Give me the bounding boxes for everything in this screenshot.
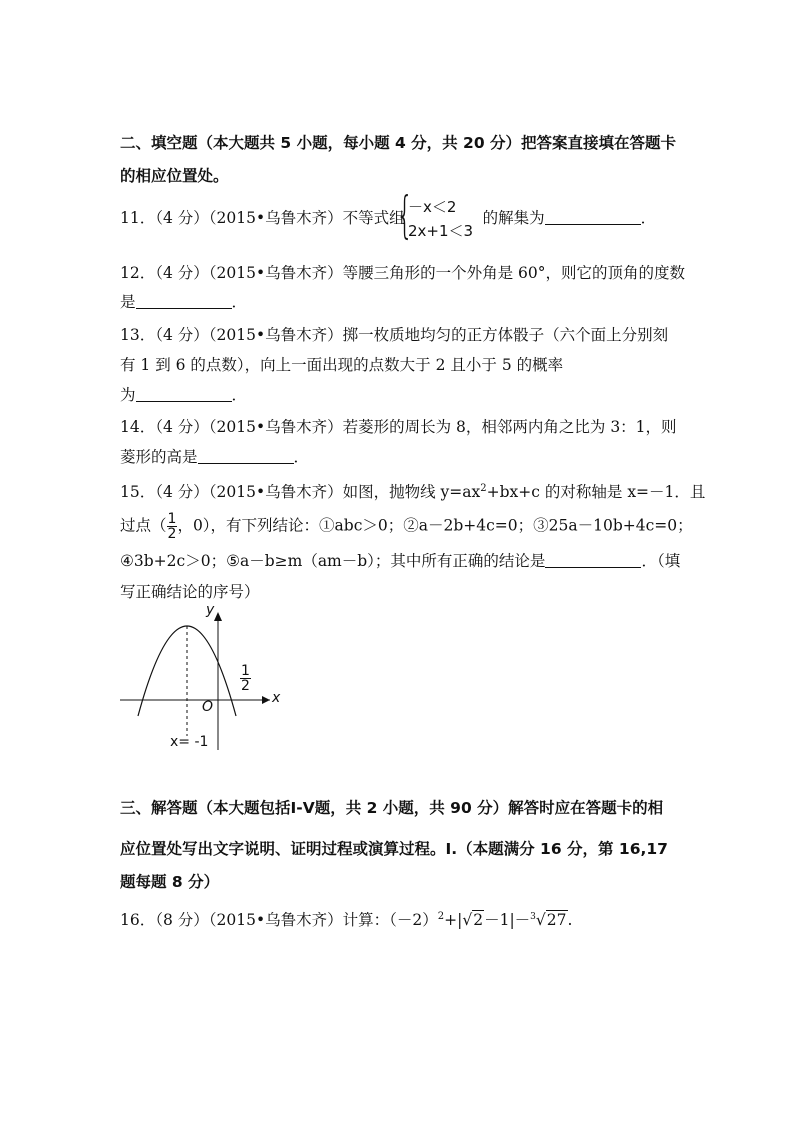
question-13: 13．（4 分）（2015•乌鲁木齐）掷一枚质地均匀的正方体骰子（六个面上分别刻 [120, 326, 669, 344]
question-16: 16．（8 分）（2015•乌鲁木齐）计算：$(-2)^2+|√2-1|-^3√27$. [120, 911, 573, 930]
section2-heading: 二、填空题（本大题共 5 小题，每小题 4 分，共 20 分）把答案直接填在答题卡 [120, 134, 677, 152]
x-axis-arrow-icon [262, 696, 270, 704]
y-label: y [206, 602, 215, 618]
question-15: 15．（4 分）（2015•乌鲁木齐）如图，抛物线 $y=ax^2+bx+c$ 的对称轴是 x=－1．且 [120, 483, 706, 502]
parabola-figure [118, 602, 288, 756]
q11-suffix: 的解集为 [482, 209, 545, 227]
question-13-cont: 有 1 到 6 的点数），向上一面出现的点数大于 2 且小于 5 的概率 [120, 356, 564, 374]
cbrt-icon: √ [535, 911, 546, 930]
question-15-cont: 过点（ $\frac{1}{2}$ ，0），有下列结论：①abc＞0；②a－2b+4c=0；③25a－10b+4c=0； [120, 511, 693, 542]
q11-prefix: 11．（4 分）（2015•乌鲁木齐）不等式组 [120, 209, 405, 227]
question-12-cont: 是 ． [120, 293, 248, 311]
answer-blank-11 [545, 208, 641, 225]
section3-heading-cont2: 题每题 8 分） [120, 873, 220, 891]
answer-blank-15 [545, 551, 641, 568]
x-label: x [272, 690, 281, 706]
fraction-half: $\frac{1}{2}$ [167, 511, 177, 542]
question-11: 11．（4 分）（2015•乌鲁木齐）不等式组 的解集为 ． [120, 209, 657, 227]
question-14-cont: 菱形的高是 ． [120, 448, 310, 466]
question-13-cont2: 为 ． [120, 386, 248, 404]
sqrt-icon: √ [462, 911, 473, 930]
section3-heading-cont: 应位置处写出文字说明、证明过程或演算过程。Ⅰ.（本题满分 16 分，第 16,17 [120, 840, 668, 858]
y-axis-arrow-icon [214, 612, 222, 621]
brace-icon: { [396, 186, 414, 244]
axis-label: x= -1 [170, 734, 209, 750]
origin-label: O [202, 699, 214, 715]
inequality-2: 2x+1＜3 [408, 222, 474, 240]
section3-heading: 三、解答题（本大题包括Ⅰ-Ⅴ题，共 2 小题，共 90 分）解答时应在答题卡的相 [120, 799, 664, 817]
question-12: 12．（4 分）（2015•乌鲁木齐）等腰三角形的一个外角是 60°，则它的顶角的度数 [120, 264, 686, 282]
answer-blank-13 [136, 385, 232, 402]
half-label: $\frac{1}{2}$ [241, 663, 250, 694]
inequality-system [396, 186, 476, 246]
inequality-1: －x＜2 [408, 198, 457, 216]
question-15-cont2: ④3b+2c＞0；⑤a－b≥m（am－b）；其中所有正确的结论是 ．（填 [120, 552, 681, 570]
answer-blank-12 [136, 292, 232, 309]
question-15-cont3: 写正确结论的序号） [120, 583, 260, 601]
question-14: 14．（4 分）（2015•乌鲁木齐）若菱形的周长为 8，相邻两内角之比为 3：1，则 [120, 418, 677, 436]
section2-heading-cont: 的相应位置处。 [120, 167, 229, 185]
answer-blank-14 [198, 447, 294, 464]
